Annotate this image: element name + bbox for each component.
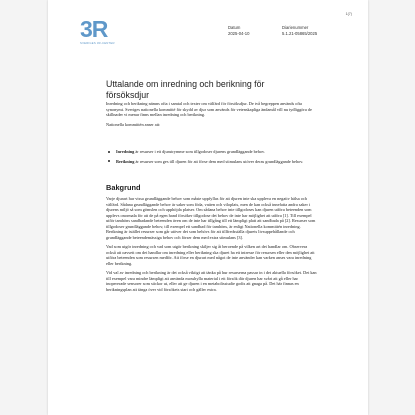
registration-value: 5.1.21-05865/2025	[282, 31, 318, 36]
document-title: Uttalande om inredning och berikning för försöksdjur	[106, 79, 265, 100]
definition-term: Berikning	[116, 158, 135, 164]
date-value: 2025-04-10	[228, 31, 250, 36]
page-number: 1(7)	[345, 12, 352, 16]
date-block	[228, 25, 249, 37]
definition-term: Inredning	[116, 149, 135, 154]
document-page	[48, 0, 368, 415]
logo-mark: 3R	[80, 16, 108, 42]
logo	[80, 18, 120, 45]
registration-block	[282, 25, 317, 37]
definition-text: är resurser i ett djurutrymme som tillgodoser djurens grundläggande behov.	[134, 149, 265, 154]
definition-text: är resurser som ges till djuren för att förse dem med stimulans utöver deras grundläggande behov.	[134, 158, 304, 164]
intro-paragraph: Inredning och berikning nämns ofta i samtal och texter om välfärd för försöksdjur. De två begreppen används ofta synonymt. Sveriges nationella kommitté för skydd av djur som används för vetenskapliga ändamål vill nu tydliggöra de skillnader vi menar finns mellan inredning och berikning.	[106, 101, 312, 117]
background-section	[106, 196, 318, 296]
definition-list	[106, 149, 318, 168]
intro-section	[106, 101, 318, 131]
logo-tagline: SVERIGES 3R-CENTER	[80, 41, 115, 45]
background-paragraph: Vad som utgör inredning och vad som utgör berikning skiljer sig åt beroende på vilken art det handlar om. Observera också att oavsett om det handlar om inredning eller berikning ska djuret ha ett intresse för resursen eller den möjlighet att utföra beteenden som resursen medför. Att förse en djurart med något de inte använder kan varken anses vara inredning eller berikning.	[106, 244, 315, 266]
definition-item	[106, 149, 318, 155]
background-paragraph: Varje djurart har vissa grundläggande behov som måste uppfyllas för att djuren inte ska uppleva en negativ hälsa och välfärd. Sådana grundläggande behov är saker som föda, vatten och viloplats, men de kan också innefatta andra saker i djurens miljö så som gömslen och upphöjda platser. Om sådana behov inte tillgodoses kan djuren utföra beteenden som upplevs onormala för att de på egen hand försöker tillgodose det behov de inte har möjlighet att utföra [1]. Till exempel utför tamhöns sandbadande beteenden även om de inte har tillgång till ett lämpligt platt att sandbada på [2]. Resurser som tillgodoser grundläggande behov, till exempel ett sandbad för tamhöns, är enligt Nationella kommittén inredning. Berikning är istället resurser som går utöver det som behövs för att tillfredsställa djurets livsuppehållande och grundläggande beteendemässiga behov och förser dem med extra stimulans [3].	[106, 196, 316, 240]
section-heading: Bakgrund	[106, 183, 141, 192]
bullet-icon	[108, 151, 110, 153]
date-label: Datum	[228, 25, 241, 30]
registration-label: Diarienummer	[282, 25, 309, 30]
bullet-icon	[108, 160, 110, 162]
background-paragraph: Vid val av inredning och berikning är det också viktigt att tänka på hur resurserna passar in i det aktuella försöket. Det kan till exempel vara mindre lämpligt att använda mosshylla material i ett försök där djuren har svårt att gå eller har inopererade sensorer som stickor ut, eller att ge djuren i en metabolisstudie godis att gnaga på. Det här finnas en berikningsplan att tänga över vid försökets start och gäller extra.	[106, 270, 317, 292]
intro-lead: Nationella kommittén anser att:	[106, 121, 161, 127]
definition-item	[106, 159, 318, 165]
